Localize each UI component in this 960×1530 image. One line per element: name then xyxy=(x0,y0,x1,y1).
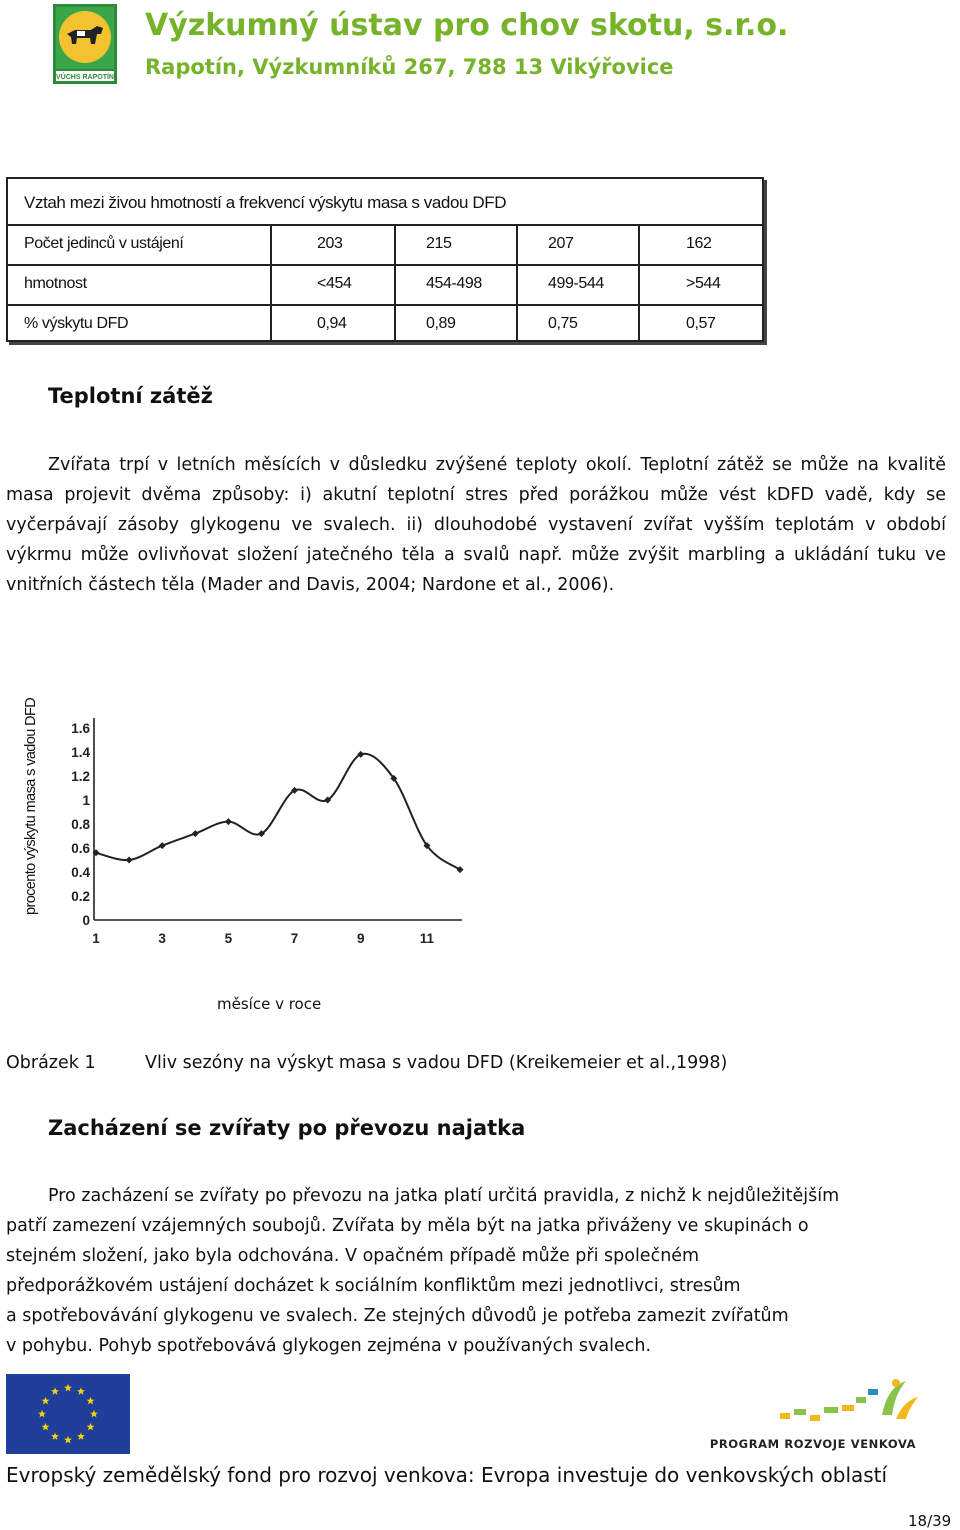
eu-flag-icon xyxy=(6,1374,130,1454)
table-row xyxy=(8,306,762,340)
footer-text: Evropský zemědělský fond pro rozvoj venkova: Evropa investuje do venkovských oblastí xyxy=(6,1463,888,1487)
table-cell: 207 xyxy=(548,235,574,252)
y-tick-label: 1.4 xyxy=(71,745,90,760)
table-cell: 0,75 xyxy=(548,315,578,332)
series-line xyxy=(96,754,460,870)
section-paragraph: Zvířata trpí v letních měsících v důsledku zvýšené teploty okolí. Teplotní zátěž se může na kvalitě masa projevit dvěma způsoby: i) akutní teplotní stres před porážkou může vést kDFD vadě, kdy se vyčerpávají zásoby glykogenu ve svalech. ii) dlouhodobé vystavení zvířat vyšším teplotám v období výkrmu může ovlivňovat složení jatečného těla a svalů např. může zvýšit marbling a ukládání tuku ve vnitřních částech těla (Mader and Davis, 2004; Nardone et al., 2006). xyxy=(6,455,946,595)
paragraph-line: patří zamezení vzájemných soubojů. Zvířata by měla být na jatka přiváženy ve skupinách o xyxy=(6,1216,809,1236)
section-heading-teplotni-zatez: Teplotní zátěž xyxy=(48,384,213,408)
table-cell: 203 xyxy=(317,235,343,252)
dfd-weight-table xyxy=(6,177,764,342)
chart-x-axis-label: měsíce v roce xyxy=(217,995,322,1013)
row-label: Počet jedinců v ustájení xyxy=(24,235,184,252)
column-divider xyxy=(516,226,518,340)
table-cell: 0,89 xyxy=(426,315,456,332)
program-logo-text: PROGRAM ROZVOJE VENKOVA xyxy=(709,1437,917,1451)
page-number: 18/39 xyxy=(908,1512,952,1530)
x-tick-label: 5 xyxy=(224,931,233,946)
y-tick-label: 1.6 xyxy=(71,721,90,736)
column-divider xyxy=(270,226,272,340)
paragraph-line: Pro zacházení se zvířaty po převozu na jatka platí určitá pravidla, z nichž k nejdůležitějším xyxy=(48,1186,840,1206)
table-caption: Vztah mezi živou hmotností a frekvencí výskytu masa s vadou DFD xyxy=(24,193,507,212)
data-point xyxy=(192,830,199,837)
data-point xyxy=(225,818,232,825)
y-tick-label: 0.2 xyxy=(71,889,90,904)
institute-logo-icon xyxy=(53,4,117,84)
figure-caption-text: Vliv sezóny na výskyt masa s vadou DFD (Kreikemeier et al.,1998) xyxy=(145,1053,728,1073)
institute-address: Rapotín, Výzkumníků 267, 788 13 Vikýřovice xyxy=(145,55,674,79)
column-divider xyxy=(638,226,640,340)
table-caption-row xyxy=(8,179,762,226)
table-row xyxy=(8,226,762,266)
column-divider xyxy=(394,226,396,340)
dfd-season-chart xyxy=(60,700,480,960)
x-tick-label: 1 xyxy=(92,931,100,946)
institute-title: Výzkumný ústav pro chov skotu, s.r.o. xyxy=(145,8,789,43)
paragraph-line: stejném složení, jako byla odchována. V opačném případě může při společném xyxy=(6,1246,700,1266)
chart-y-axis-label: procento výskytu masa s vadou DFD xyxy=(23,697,39,915)
paragraph-line: předporážkovém ustájení docházet k sociálním konfliktům mezi jednotlivci, stresům xyxy=(6,1276,741,1296)
x-tick-label: 11 xyxy=(419,931,435,946)
x-tick-label: 9 xyxy=(356,931,365,946)
table-cell: 215 xyxy=(426,235,452,252)
x-tick-label: 3 xyxy=(158,931,166,946)
paragraph-line: v pohybu. Pohyb spotřebovává glykogen zejména v používaných svalech. xyxy=(6,1336,652,1356)
table-cell: >544 xyxy=(686,275,721,292)
y-tick-label: 1 xyxy=(82,793,90,808)
table-cell: 454-498 xyxy=(426,275,482,292)
table-cell: 162 xyxy=(686,235,712,252)
table-row xyxy=(8,266,762,306)
row-label: hmotnost xyxy=(24,275,87,292)
y-tick-label: 1.2 xyxy=(71,769,90,784)
program-rozvoje-venkova-logo-icon xyxy=(706,1375,920,1455)
table-cell: 499-544 xyxy=(548,275,604,292)
section-heading-zachazeni: Zacházení se zvířaty po převozu najatka xyxy=(48,1116,526,1140)
y-tick-label: 0.8 xyxy=(71,817,90,832)
figure-caption-label: Obrázek 1 xyxy=(6,1053,96,1073)
paragraph-line: a spotřebovávání glykogenu ve svalech. Ze stejných důvodů je potřeba zamezit zvířatům xyxy=(6,1306,789,1326)
table-cell: 0,57 xyxy=(686,315,716,332)
y-tick-label: 0 xyxy=(82,913,90,928)
logo-caption: VÚCHS RAPOTÍN xyxy=(56,74,114,81)
table-cell: 0,94 xyxy=(317,315,347,332)
x-tick-label: 7 xyxy=(290,931,299,946)
y-tick-label: 0.6 xyxy=(71,841,90,856)
table-cell: <454 xyxy=(317,275,352,292)
data-point xyxy=(126,857,133,864)
y-tick-label: 0.4 xyxy=(71,865,90,880)
data-point xyxy=(159,842,166,849)
row-label: % výskytu DFD xyxy=(24,315,129,332)
